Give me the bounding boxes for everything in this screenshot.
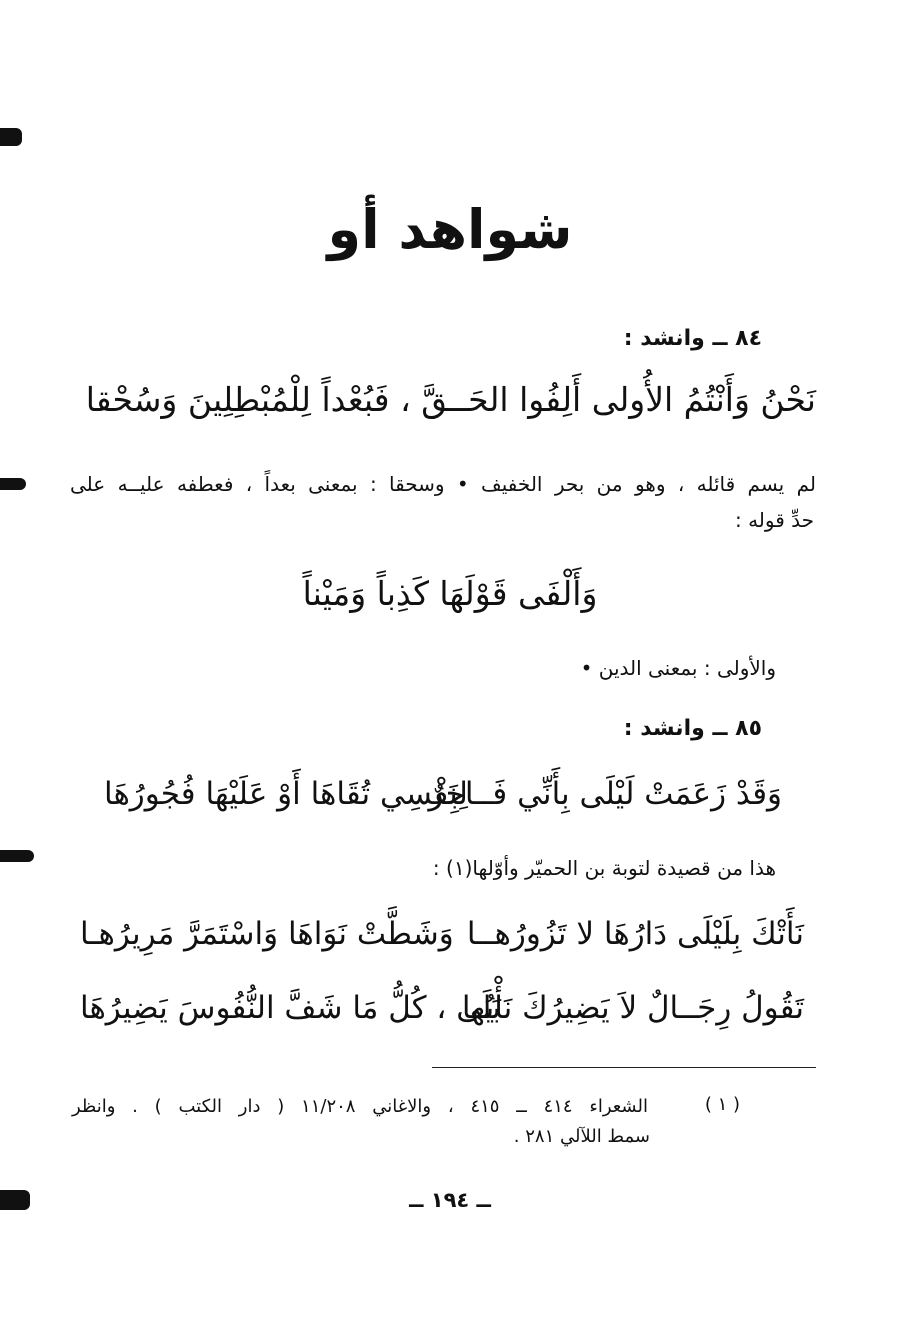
couplet-1-first-hemistich: نَأَتْكَ بِلَيْلَى دَارُهَا لا تَزُورُهــا	[466, 916, 804, 952]
poem-85-commentary: هذا من قصيدة لتوبة بن الحميّر وأوّلها(١) :	[432, 856, 776, 880]
footnote-line-2: سمط اللآلي ٢٨١ .	[513, 1126, 650, 1147]
footnote-marker: ( ١ )	[704, 1094, 740, 1115]
poem-85-heading: ٨٥ ــ وانشد :	[623, 716, 762, 741]
poem-85-verse-second-hemistich: لِنَفْسِي تُقَاهَا أَوْ عَلَيْهَا فُجُورُهَا	[104, 776, 468, 812]
poem-84-commentary-line-2: حدِّ قوله :	[734, 508, 814, 532]
poem-84-verse: نَحْنُ وَأَنْتُمُ الأُولى أَلِفُوا الحَــقَّ ، فَبُعْداً لِلْمُبْطِلِينَ وَسُحْقا	[85, 380, 816, 419]
chapter-title: شواهد أو	[327, 198, 573, 261]
poem-84-quote: وَأَلْفَى قَوْلَهَا كَذِباً وَمَيْناً	[302, 574, 598, 613]
scan-edge-mark	[0, 478, 26, 490]
scan-edge-mark	[0, 128, 22, 146]
poem-84-heading: ٨٤ ــ وانشد :	[623, 326, 762, 351]
scan-edge-mark	[0, 850, 34, 862]
footnote-rule	[432, 1067, 816, 1068]
poem-85-verse-first-hemistich: وَقَدْ زَعَمَتْ لَيْلَى بِأَنِّي فَــاجِرٌ	[428, 776, 782, 812]
couplet-2-second-hemistich: بَلَى ، كُلُّ مَا شَفَّ النُّفُوسَ يَضِيرُهَا	[80, 990, 501, 1026]
couplet-2-first-hemistich: تَقُولُ رِجَــالٌ لاَ يَضِيرُكَ نَأْيُها	[461, 990, 804, 1026]
footnote-line-1: الشعراء ٤١٤ ــ ٤١٥ ، والاغاني ١١/٢٠٨ ( دار الكتب ) . وانظر	[72, 1096, 648, 1117]
couplet-1-second-hemistich: وَشَطَّتْ نَوَاهَا وَاسْتَمَرَّ مَرِيرُهـا	[80, 916, 454, 952]
poem-84-commentary-line-1: لم يسم قائله ، وهو من بحر الخفيف • وسحقا : بمعنى بعداً ، فعطفه عليــه على	[70, 472, 816, 496]
poem-84-note: والأولى : بمعنى الدين •	[580, 656, 776, 680]
page-number: ــ ١٩٤ ــ	[409, 1188, 491, 1212]
